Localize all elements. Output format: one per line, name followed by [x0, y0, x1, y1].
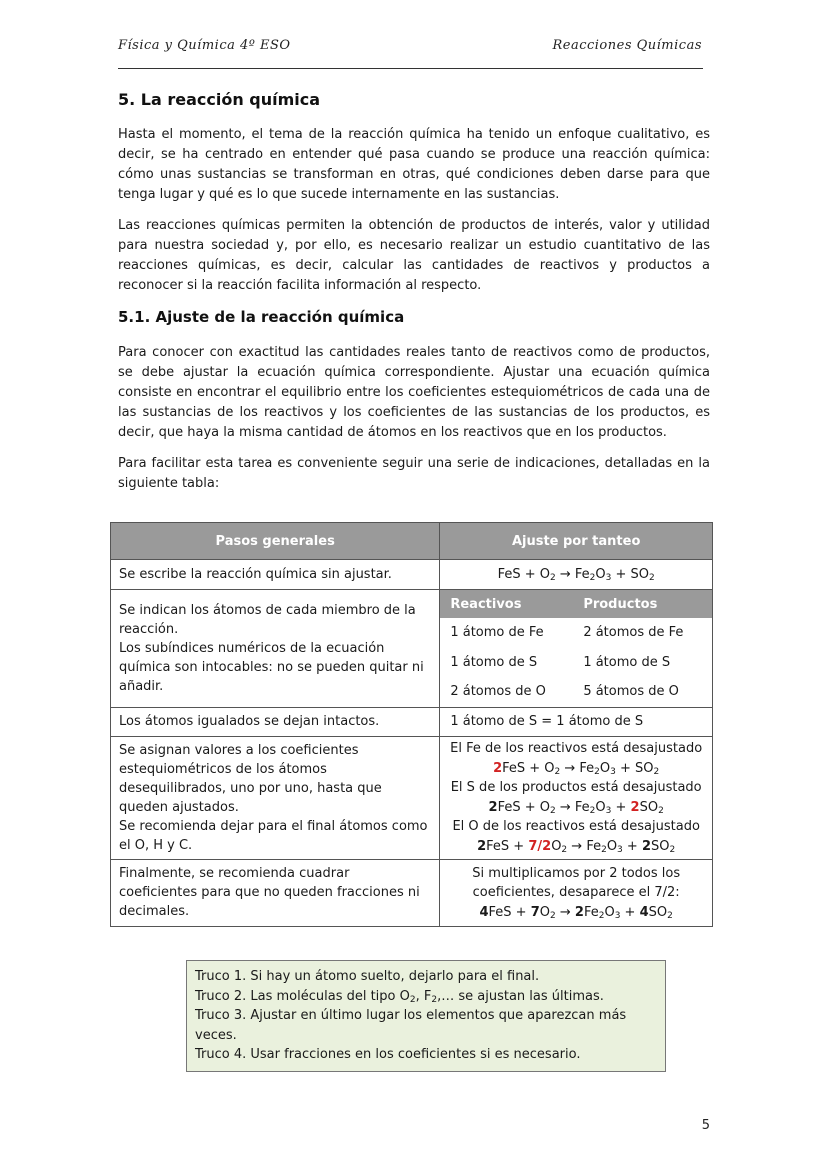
page-number: 5	[701, 1118, 710, 1133]
tip-1: Truco 1. Si hay un átomo suelto, dejarlo para el final.	[195, 969, 540, 984]
reactant-atoms: 1 átomo de Fe	[450, 625, 544, 641]
step-count-atoms-text: Se indican los átomos de cada miembro de la reacción.	[119, 602, 416, 637]
subsection-title: 5.1. Ajuste de la reacción química	[118, 308, 405, 326]
product-atoms: 1 átomo de S	[583, 654, 671, 670]
multiply-note-b: coeficientes, desaparece el 7/2:	[472, 885, 680, 900]
section-title: 5. La reacción química	[118, 90, 321, 109]
equation-step-1: $2FeS + O_2 \to Fe_2O_3 + SO_2$	[493, 760, 660, 777]
adjust-paragraph-2: Para facilitar esta tarea es conveniente seguir una serie de indicaciones, detalladas en la siguiente tabla:	[118, 456, 710, 491]
list-item	[440, 618, 712, 648]
atom-count-table	[440, 590, 712, 707]
header-general-steps: Pasos generales	[111, 523, 440, 560]
step-write-equation: Se escribe la reacción química sin ajustar.	[111, 560, 440, 590]
table-row	[111, 560, 713, 590]
note-o: El O de los reactivos está desajustado	[452, 819, 700, 834]
tip-4: Truco 4. Usar fracciones en los coeficientes si es necesario.	[195, 1047, 581, 1062]
table-header-row	[111, 523, 713, 560]
header-divider	[118, 68, 703, 69]
unbalanced-equation: FeS + $O_2 \to Fe_2O_3 + SO_2$	[440, 560, 713, 590]
multiply-note-a: Si multiplicamos por 2 todos los	[472, 865, 681, 881]
equation-step-2: $2FeS + O_2 \to Fe_2O_3 + 2SO_2$	[488, 799, 664, 816]
table-row	[111, 859, 713, 927]
table-row	[111, 590, 713, 708]
header-subject: Física y Química 4º ESO	[118, 38, 291, 53]
products-header: Productos	[573, 590, 712, 618]
step-equal-atoms: Los átomos igualados se dejan intactos.	[111, 707, 440, 736]
reactant-atoms: 1 átomo de S	[450, 654, 538, 670]
intro-paragraph-2: Las reacciones químicas permiten la obtención de productos de interés, valor y utilidad para nuestra sociedad y, por ello, es necesario realizar un estudio cuantitativo de las reacciones químicas, es decir, calcular las cantidades de reactivos y productos a reconocer si la reacción facilita información al respecto.	[118, 218, 710, 293]
header-topic: Reacciones Químicas	[552, 38, 702, 53]
balanced-equation: $4FeS + 7O_2 \to 2Fe_2O_3 + 4SO_2$	[479, 904, 673, 921]
list-item	[440, 677, 712, 707]
tip-3: Truco 3. Ajustar en último lugar los elementos que aparezcan más veces.	[195, 1008, 627, 1043]
note-fe: El Fe de los reactivos está desajustado	[450, 741, 703, 756]
balancing-table	[110, 522, 713, 927]
step-count-atoms	[111, 590, 440, 708]
note-s: El S de los productos está desajustado	[450, 780, 702, 795]
step-assign-coefficients	[111, 736, 440, 859]
list-item	[440, 648, 712, 678]
step-remove-fractions: Finalmente, se recomienda cuadrar coeficientes para que no queden fracciones ni decimales.	[111, 859, 440, 927]
step-subscripts-text: Los subíndices numéricos de la ecuación química son intocables: no se pueden quitar ni añadir.	[119, 640, 424, 694]
product-atoms: 2 átomos de Fe	[583, 625, 684, 641]
final-equation-cell	[440, 859, 713, 927]
table-row	[111, 707, 713, 736]
adjust-paragraph-1: Para conocer con exactitud las cantidades reales tanto de reactivos como de productos, se debe ajustar la ecuación química correspondiente. Ajustar una ecuación química consiste en encontrar el equilibrio entre los coeficientes estequiométricos de cada una de las sustancias de los reactivos y los coeficientes de las sustancias de los productos, es decir, que haya la misma cantidad de átomos en los reactivos que en los productos.	[118, 345, 710, 440]
tips-box	[186, 960, 666, 1072]
header-trial-error: Ajuste por tanteo	[440, 523, 713, 560]
reactant-atoms: 2 átomos de O	[450, 684, 546, 700]
assign-examples	[440, 736, 713, 859]
product-atoms: 5 átomos de O	[583, 684, 679, 700]
reactants-header: Reactivos	[440, 590, 573, 618]
tip-2: Truco 2. Las moléculas del tipo $O_2$, $F_2,\dots$ se ajustan las últimas.	[195, 988, 604, 1005]
equation-step-3: $2FeS + 7/2O_2 \to Fe_2O_3 + 2SO_2$	[477, 838, 676, 855]
intro-paragraph-1: Hasta el momento, el tema de la reacción química ha tenido un enfoque cualitativo, es decir, se ha centrado en entender qué pasa cuando se produce una reacción química: cómo unas sustancias se transforman en otras, qué condiciones deben darse para que tenga lugar y qué es lo que sucede internamente en las sustancias.	[118, 127, 710, 202]
atom-count-cell	[440, 590, 713, 708]
table-row	[111, 736, 713, 859]
step-leave-last-text: Se recomienda dejar para el final átomos como el O, H y C.	[119, 818, 428, 853]
equal-atoms-result: 1 átomo de S = 1 átomo de S	[440, 707, 713, 736]
step-assign-text: Se asignan valores a los coeficientes estequiométricos de los átomos desequilibrados, uno por uno, hasta que queden ajustados.	[119, 742, 382, 815]
